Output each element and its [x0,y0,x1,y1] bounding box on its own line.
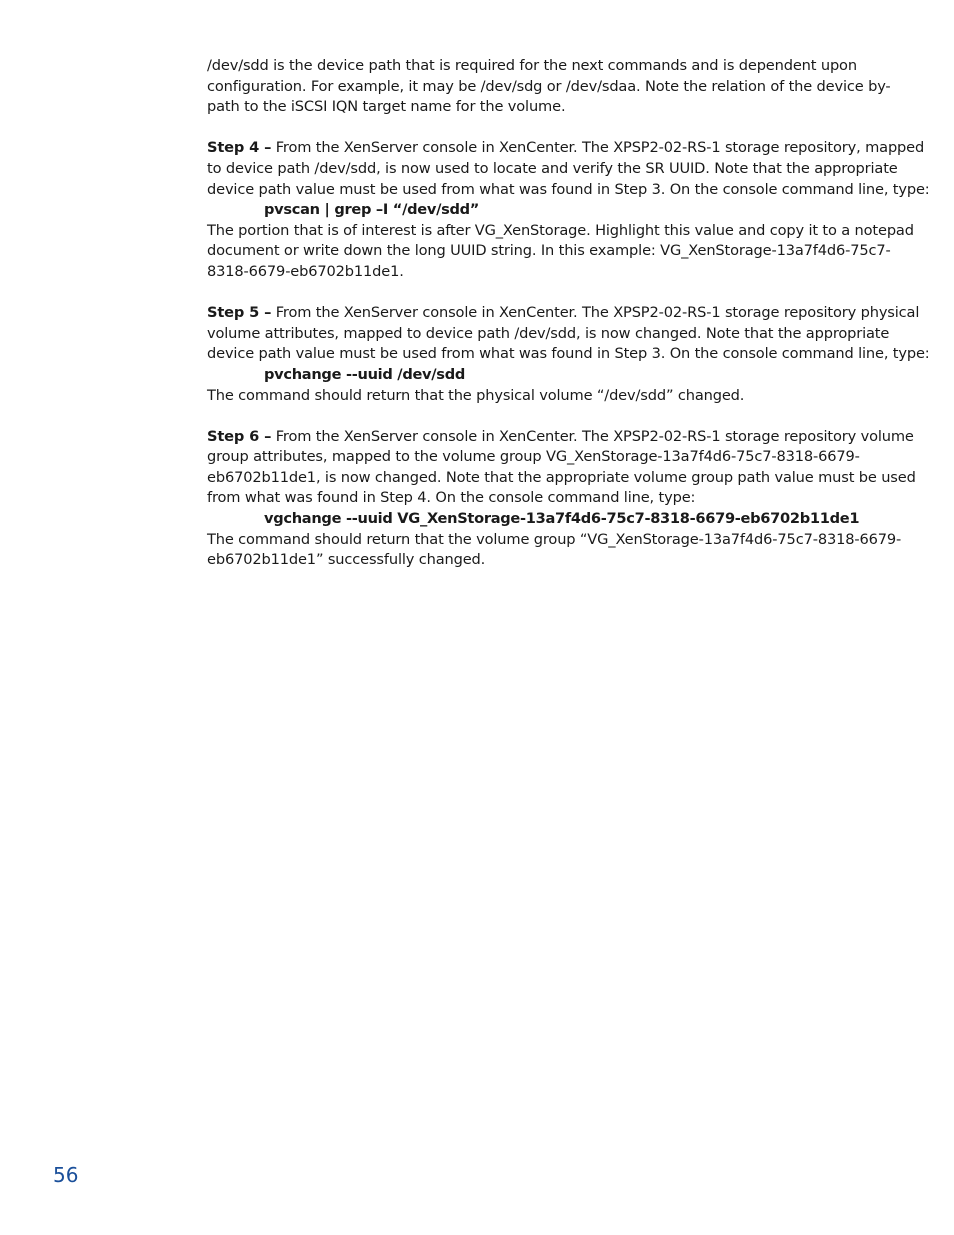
step-4-after-line-2: document or write down the long UUID string. In this example: VG_XenStorage-13a7f4d6-75c7- [207,242,891,260]
step-5-line-3: device path value must be used from what was found in Step 3. On the console command line, type: [207,345,930,363]
step-6-line-1 [207,427,914,448]
step-5-text-1: From the XenServer console in XenCenter. The XPSP2-02-RS-1 storage repository physical [271,304,920,322]
intro-line-3: path to the iSCSI IQN target name for the volume. [207,98,566,116]
step-5-command: pvchange --uuid /dev/sdd [264,365,465,383]
intro-line-1: /dev/sdd is the device path that is required for the next commands and is dependent upon [207,57,857,74]
step-4-after-line-3: 8318-6679-eb6702b11de1. [207,262,404,280]
intro-paragraph [207,56,897,118]
step-4-text-1: From the XenServer console in XenCenter. The XPSP2-02-RS-1 storage repository, mapped [271,139,925,157]
step-6-line-2: group attributes, mapped to the volume group VG_XenStorage-13a7f4d6-75c7-8318-6679- [207,448,860,466]
intro-line-2: configuration. For example, it may be /dev/sdg or /dev/sdaa. Note the relation of the device by- [207,77,891,95]
step-4-label: Step 4 – [207,139,272,157]
document-body [207,56,930,591]
step-5-label: Step 5 – [207,304,272,322]
step-6-after-line-1: The command should return that the volume group “VG_XenStorage-13a7f4d6-75c7-8318-6679- [207,530,902,548]
step-4-line-2: to device path /dev/sdd, is now used to locate and verify the SR UUID. Note that the appropriate [207,159,898,177]
step-6-line-3: eb6702b11de1, is now changed. Note that the appropriate volume group path value must be used [207,468,916,486]
step-4-command: pvscan | grep –I “/dev/sdd” [264,201,480,219]
step-4-line-3: device path value must be used from what was found in Step 3. On the console command line, type: [207,180,930,198]
step-6-label: Step 6 – [207,427,272,445]
step-5-line-1 [207,303,920,324]
step-4-after-line-1: The portion that is of interest is after VG_XenStorage. Highlight this value and copy it to a notepad [207,221,914,239]
step-6-text-1: From the XenServer console in XenCenter. The XPSP2-02-RS-1 storage repository volume [271,427,914,445]
step-5-section [207,303,930,406]
step-5-line-2: volume attributes, mapped to device path /dev/sdd, is now changed. Note that the appropriate [207,324,890,342]
step-5-after-line-1: The command should return that the physical volume “/dev/sdd” changed. [207,386,745,404]
page-number: 56 [53,1163,79,1187]
step-6-command: vgchange --uuid VG_XenStorage-13a7f4d6-75c7-8318-6679-eb6702b11de1 [264,510,860,528]
step-6-after-line-2: eb6702b11de1” successfully changed. [207,551,486,569]
step-6-section [207,427,916,571]
step-6-line-4: from what was found in Step 4. On the console command line, type: [207,489,696,507]
step-4-line-1 [207,138,925,159]
step-4-section [207,138,930,282]
